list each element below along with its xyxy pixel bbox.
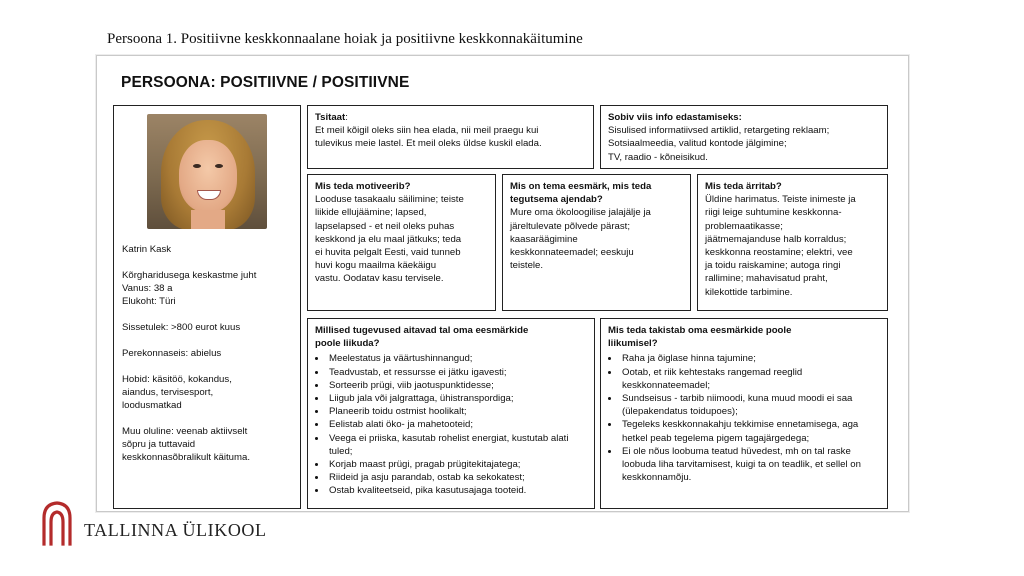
goals-box [502, 174, 691, 311]
goals-line: teistele. [510, 260, 544, 272]
persona-marital: Perekonnaseis: abielus [122, 348, 222, 359]
persona-hobbies-3: loodusmatkad [122, 400, 182, 411]
strengths-box [307, 318, 595, 509]
strengths-label-1: Millised tugevused aitavad tal oma eesmärkide [315, 325, 529, 336]
university-logo-icon [41, 500, 73, 546]
persona-age: Vanus: 38 a [122, 283, 173, 294]
slide-title: Persoona 1. Positiivne keskkonnaalane hoiak ja positiivne keskkonnakäitumine [107, 31, 583, 47]
logo-outer-arch [44, 503, 70, 544]
goals-line: Mure oma ökoloogilise jalajälje ja [510, 207, 651, 219]
strengths-label-2: poole liikuda? [315, 338, 380, 350]
university-name: TALLINNA ÜLIKOOL [84, 520, 267, 540]
list-item: • Meelestatus ja väärtushinnangud; [327, 352, 587, 365]
motivation-line: liikide ellujäämine; lapsed, [315, 207, 427, 219]
motivation-line: huvi kogu maailma käekäigu [315, 260, 437, 272]
irritation-line: riigi leige suhtumine keskkonna- [705, 207, 842, 219]
obstacles-label-1: Mis teda takistab oma eesmärkide poole [608, 325, 792, 336]
irritation-box [697, 174, 888, 311]
obstacles-label-2: liikumisel? [608, 338, 658, 350]
persona-hobbies-2: aiandus, tervisesport, [122, 387, 214, 398]
channels-line-1: Sisulised informatiivsed artiklid, retargeting reklaam; [608, 125, 830, 137]
motivation-line: vastu. Oodatav kasu tervisele. [315, 273, 444, 285]
list-item: • Planeerib toidu ostmist hoolikalt; [327, 405, 587, 418]
persona-card [96, 55, 909, 512]
list-item: • Teadvustab, et ressursse ei jätku igavesti; [327, 366, 587, 379]
irritation-line: kilekottide tarbimine. [705, 286, 793, 298]
irritation-line: ja toidu raiskamine; autoga ringi [705, 260, 841, 272]
irritation-line: jäätmemajanduse halb korraldus; [705, 233, 847, 245]
persona-important-1: Muu oluline: veenab aktiivselt [122, 426, 248, 437]
irritation-label: Mis teda ärritab? [705, 181, 782, 192]
list-item: • Tegeleks keskkonnakahju tekkimise ennetamisega, aga hetkel peab tegelema pigem tagajärgedega; [620, 418, 880, 444]
list-item: • Veega ei priiska, kasutab rohelist energiat, kustutab alati tuled; [327, 432, 587, 458]
motivation-line: lapselapsed - et neil oleks puhas [315, 220, 455, 232]
list-item: • Ootab, et riik kehtestaks rangemad reeglid keskkonnateemadel; [620, 366, 880, 392]
channels-label: Sobiv viis info edastamiseks: [608, 112, 742, 123]
quote-label: Tsitaat [315, 112, 346, 123]
motivation-label: Mis teda motiveerib? [315, 181, 411, 192]
persona-residence: Elukoht: Türi [122, 296, 176, 307]
motivation-line: keskkond ja elu maal jätkuks; teda [315, 233, 462, 245]
list-item: • Ei ole nõus loobuma teatud hüvedest, mh on tal raske loobuda liha tarvitamisest, kuigi ta on teadlik, et sellel on keskkonnamõju. [620, 445, 880, 485]
quote-colon: : [345, 112, 348, 123]
list-item: • Riideid ja asju parandab, ostab ka sekokatest; [327, 471, 587, 484]
goals-label-2: tegutsema ajendab? [510, 194, 603, 206]
strengths-list [315, 352, 587, 497]
channels-line-2: Sotsiaalmeedia, valitud kontode jälgimine; [608, 138, 787, 150]
list-item: • Raha ja õiglase hinna tajumine; [620, 352, 880, 365]
quote-box [307, 105, 594, 169]
persona-important-2: sõpru ja tuttavaid [122, 439, 196, 450]
goals-label-1: Mis on tema eesmärk, mis teda [510, 181, 652, 192]
irritation-line: Üldine harimatus. Teiste inimeste ja [705, 194, 856, 206]
persona-heading: PERSOONA: POSITIIVNE / POSITIIVNE [121, 74, 410, 91]
persona-education: Kõrgharidusega keskastme juht [122, 270, 257, 281]
list-item: • Liigub jala või jalgrattaga, ühistranspordiga; [327, 392, 587, 405]
persona-name: Katrin Kask [122, 244, 172, 255]
list-item: • Eelistab alati öko- ja mahetooteid; [327, 418, 587, 431]
list-item: • Ostab kvaliteetseid, pika kasutusajaga tooteid. [327, 484, 587, 497]
persona-hobbies-1: Hobid: käsitöö, kokandus, [122, 374, 232, 385]
obstacles-list [608, 352, 880, 484]
motivation-line: Looduse tasakaalu säilimine; teiste [315, 194, 464, 206]
persona-income: Sissetulek: >800 eurot kuus [122, 322, 241, 333]
goals-line: kaasaräägimine [510, 233, 578, 245]
quote-line-1: Et meil kõigil oleks siin hea elada, nii meil praegu kui [315, 125, 539, 137]
goals-line: keskkonnateemadel; eeskuju [510, 247, 634, 259]
channels-line-3: TV, raadio - kõneisikud. [608, 151, 708, 163]
persona-important-3: keskkonnasõbralikult käituma. [122, 452, 250, 463]
goals-line: järeltulevate põlvede pärast; [510, 220, 630, 232]
motivation-box [307, 174, 496, 311]
irritation-line: keskkonna reostamine; elektri, vee [705, 247, 853, 259]
irritation-line: problemaatikasse; [705, 220, 783, 232]
list-item: • Sorteerib prügi, viib jaotuspunktidesse; [327, 379, 587, 392]
motivation-line: ei huvita pelgalt Eesti, vaid tunneb [315, 247, 461, 259]
profile-box [113, 105, 301, 509]
persona-photo [147, 114, 267, 229]
logo-inner-arch [51, 512, 63, 544]
list-item: • Korjab maast prügi, pragab prügitekitajatega; [327, 458, 587, 471]
obstacles-box [600, 318, 888, 509]
quote-line-2: tulevikus meie lastel. Et meil oleks üldse kuskil elada. [315, 138, 542, 150]
channels-box [600, 105, 888, 169]
irritation-line: rallimine; mahavisatud praht, [705, 273, 828, 285]
list-item: • Sundseisus - tarbib niimoodi, kuna muud moodi ei saa (ülepakendatus toidupoes); [620, 392, 880, 418]
